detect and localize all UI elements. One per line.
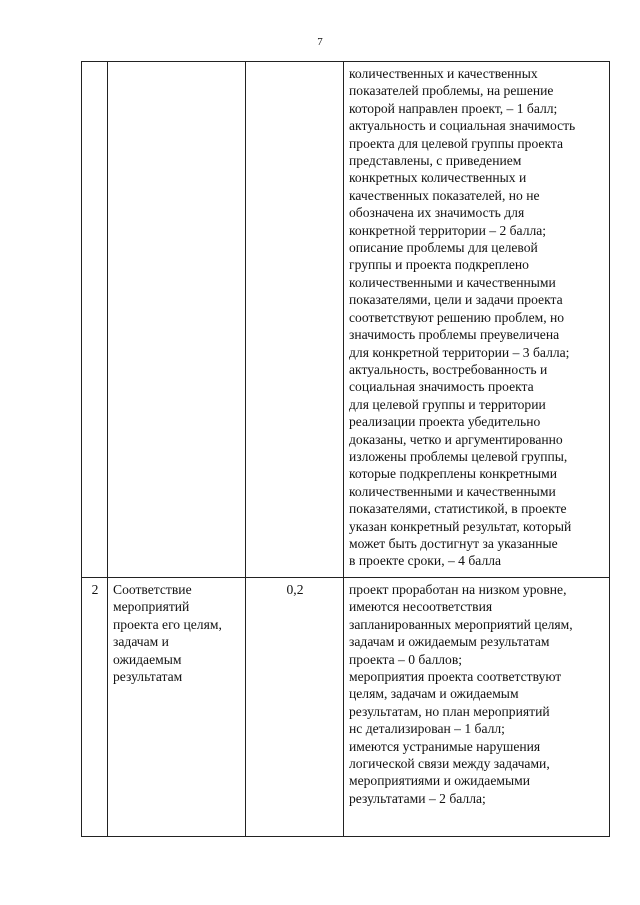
text-line: реализации проекта убедительно xyxy=(349,414,541,430)
text-line: количественных и качественных xyxy=(349,66,538,81)
text-line: актуальность и социальная значимость xyxy=(349,118,576,134)
text-line: в проекте сроки, – 4 балла xyxy=(349,553,502,569)
table-body xyxy=(82,62,610,837)
page-number: 7 xyxy=(317,36,323,48)
text-line: проект проработан на низком уровне, xyxy=(349,582,567,597)
text-line: представлены, с приведением xyxy=(349,153,522,169)
text-line: социальная значимость проекта xyxy=(349,379,534,395)
text-line: показателями, статистикой, в проекте xyxy=(349,501,567,517)
text-line: которые подкреплены конкретными xyxy=(349,466,558,482)
text-line: для конкретной территории – 3 балла; xyxy=(349,344,570,360)
text-line: имеются устранимые нарушения xyxy=(349,738,541,754)
text-line: может быть достигнут за указанные xyxy=(349,535,558,551)
row-number-cell xyxy=(82,62,108,578)
text-line: результатам, но план мероприятий xyxy=(349,703,550,719)
text-line: мероприятий xyxy=(113,599,190,615)
text-line: проекта его целям, xyxy=(113,616,222,632)
text-line: ожидаемым xyxy=(113,651,182,667)
table-row xyxy=(82,578,610,837)
text-line: конкретных количественных и xyxy=(349,170,527,186)
weight-cell: 0,2 xyxy=(246,578,344,837)
text-line: значимость проблемы преувеличена xyxy=(349,327,560,343)
text-line: мероприятия проекта соответствуют xyxy=(349,669,562,685)
text-line: конкретной территории – 2 балла; xyxy=(349,222,547,238)
text-line: нс детализирован – 1 балл; xyxy=(349,721,505,737)
table-row xyxy=(82,62,610,578)
description-cell xyxy=(344,62,610,578)
description-cell xyxy=(344,578,610,837)
text-line: показателей проблемы, на решение xyxy=(349,83,554,99)
text-line: результатам xyxy=(113,669,183,685)
text-line: запланированных мероприятий целям, xyxy=(349,616,573,632)
text-line: актуальность, востребованность и xyxy=(349,361,548,377)
text-line: которой направлен проект, – 1 балл; xyxy=(349,100,558,116)
text-line: группы и проекта подкреплено xyxy=(349,257,529,273)
criterion-cell xyxy=(108,578,246,837)
text-line: проекта для целевой группы проекта xyxy=(349,135,564,151)
text-line: изложены проблемы целевой группы, xyxy=(349,448,568,464)
text-line: качественных показателей, но не xyxy=(349,187,540,203)
text-line: имеются несоответствия xyxy=(349,599,493,615)
text-line: задачам и ожидаемым результатам xyxy=(349,634,550,650)
text-line: количественными и качественными xyxy=(349,483,556,499)
text-line: результатами – 2 балла; xyxy=(349,790,486,806)
criterion-cell xyxy=(108,62,246,578)
text-line: Соответствие xyxy=(113,582,192,597)
text-line: проекта – 0 баллов; xyxy=(349,651,463,667)
text-line: указан конкретный результат, который xyxy=(349,518,572,534)
text-line: обозначена их значимость для xyxy=(349,205,525,221)
text-line: доказаны, четко и аргументированно xyxy=(349,431,563,447)
weight-cell xyxy=(246,62,344,578)
text-line: задачам и xyxy=(113,634,169,650)
text-line: для целевой группы и территории xyxy=(349,396,546,412)
row-number-cell: 2 xyxy=(82,578,108,837)
criteria-table xyxy=(81,61,610,837)
text-line: соответствуют решению проблем, но xyxy=(349,309,565,325)
text-line: описание проблемы для целевой xyxy=(349,240,538,256)
text-line: показателями, цели и задачи проекта xyxy=(349,292,563,308)
text-line: мероприятиями и ожидаемыми xyxy=(349,773,530,789)
text-line: логической связи между задачами, xyxy=(349,756,550,772)
text-line: целям, задачам и ожидаемым xyxy=(349,686,519,702)
text-line: количественными и качественными xyxy=(349,274,556,290)
